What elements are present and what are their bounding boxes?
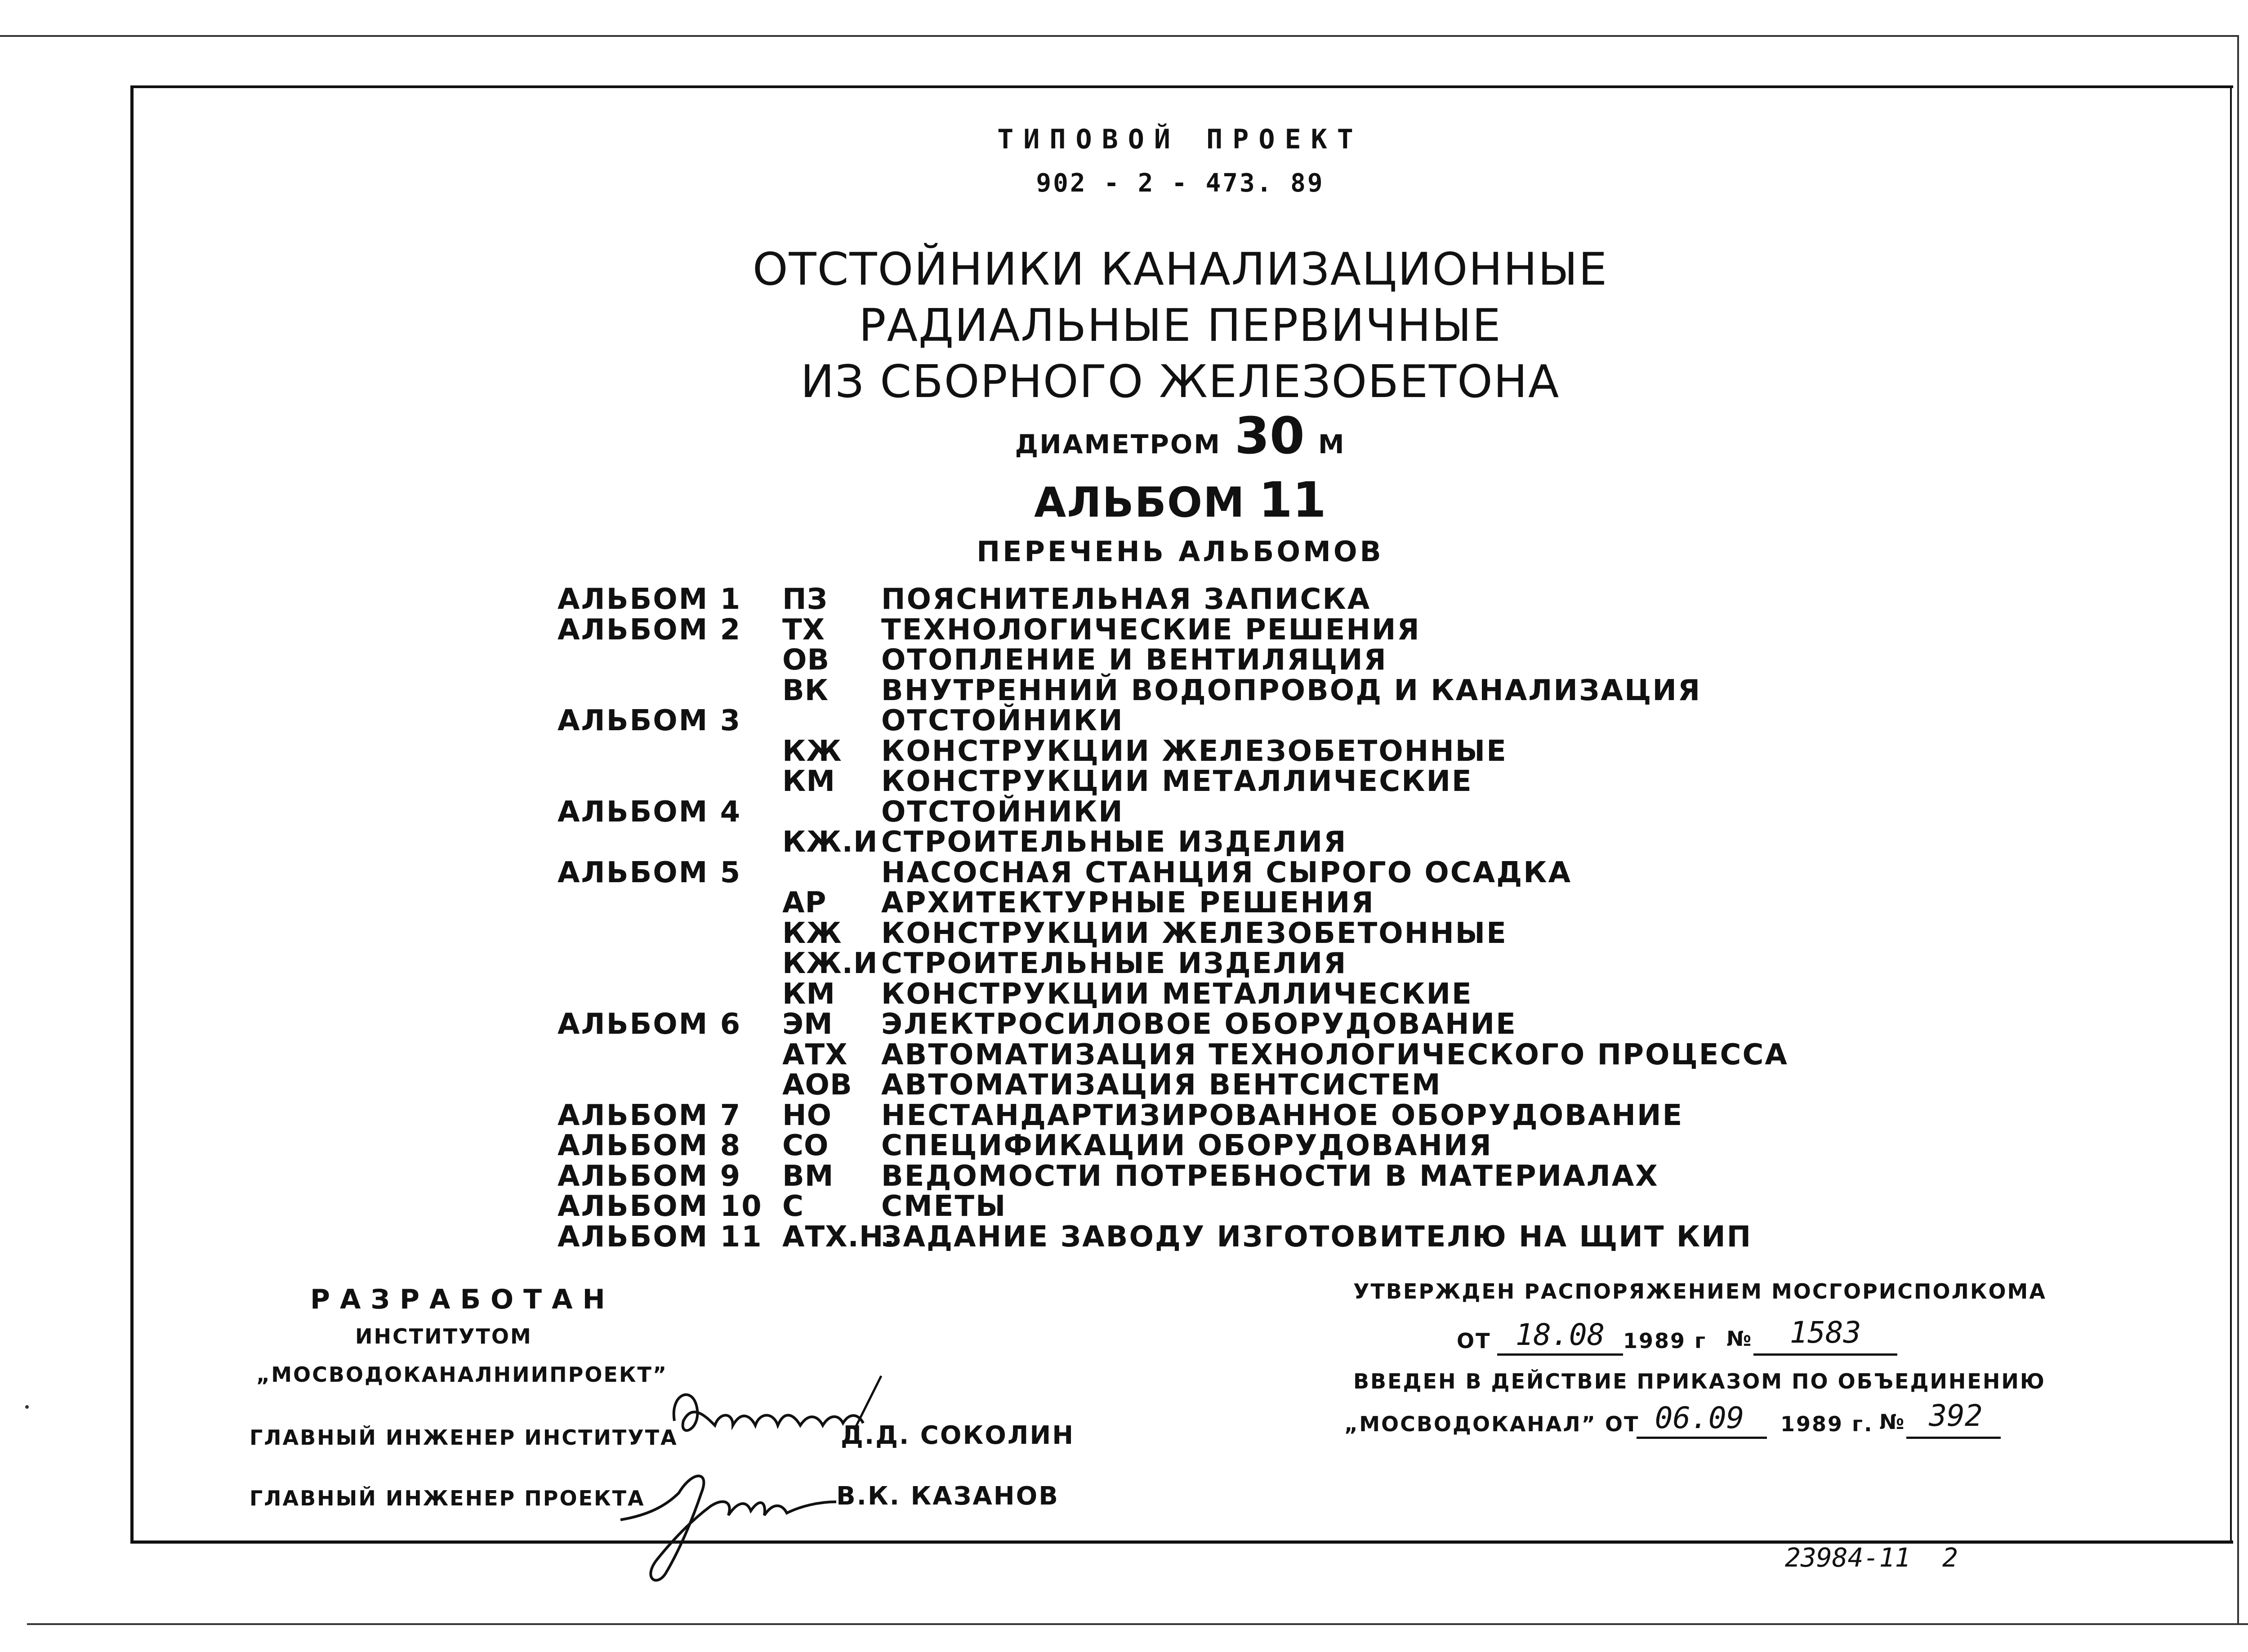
chief-engineer-label: ГЛАВНЫЙ ИНЖЕНЕР ИНСТИТУТА [250, 1425, 678, 1450]
enactment-line: ВВЕДЕН В ДЕЙСТВИЕ ПРИКАЗОМ ПО ОБЪЕДИНЕНИЮ [1353, 1369, 2046, 1393]
enactment-no-label: № [1879, 1410, 1906, 1434]
album-list-row [558, 979, 1906, 1010]
album-list-code: КМ [782, 765, 835, 798]
album-list-row [558, 1192, 1906, 1222]
album-list-code: С [782, 1190, 804, 1223]
enactment-year: 1989 г. [1780, 1412, 1873, 1436]
album-list-row [558, 585, 1906, 615]
project-engineer-label: ГЛАВНЫЙ ИНЖЕНЕР ПРОЕКТА [250, 1486, 645, 1510]
album-number: 11 [1258, 472, 1326, 528]
album-list-row [558, 615, 1906, 646]
album-list-row [558, 1222, 1906, 1253]
album-list-code: АТХ.Н. [782, 1220, 895, 1254]
album-list-album: АЛЬБОМ 11 [558, 1220, 763, 1254]
album-list-code: ОВ [782, 643, 830, 677]
project-engineer-signature [611, 1452, 845, 1587]
album-list-row [558, 1098, 1906, 1132]
album-label: АЛЬБОМ [1034, 478, 1245, 527]
album-list-title: НАСОСНАЯ СТАНЦИЯ СЫРОГО ОСАДКА [881, 856, 1572, 889]
album-list-album: АЛЬБОМ 10 [558, 1190, 763, 1223]
album-list-row [558, 827, 1906, 858]
album-list-code: ВК [782, 674, 829, 707]
album-list-row [558, 1009, 1906, 1040]
album-list-row [558, 645, 1906, 676]
album-list-album: АЛЬБОМ 2 [558, 613, 742, 647]
approval-no-label: № [1726, 1326, 1753, 1351]
album-list-row [558, 916, 1906, 950]
album-list-album: АЛЬБОМ 4 [558, 795, 742, 829]
album-list-row [558, 706, 1906, 737]
album-list-code: ТХ [782, 613, 825, 647]
album-list-row [558, 949, 1906, 979]
album-list-title: КОНСТРУКЦИИ МЕТАЛЛИЧЕСКИЕ [881, 977, 1473, 1011]
album-list-title: СМЕТЫ [881, 1190, 1007, 1223]
album-list-code: КЖ.И [782, 947, 878, 980]
developed-by-title: РАЗРАБОТАН [310, 1284, 615, 1315]
diameter-label: ДИАМЕТРОМ [1015, 429, 1221, 460]
album-list-album: АЛЬБОМ 1 [558, 583, 742, 616]
album-list-title: АРХИТЕКТУРНЫЕ РЕШЕНИЯ [881, 886, 1375, 920]
album-list-row [558, 1070, 1906, 1101]
approval-line-1: УТВЕРЖДЕН РАСПОРЯЖЕНИЕМ МОСГОРИСПОЛКОМА [1353, 1279, 2047, 1304]
album-list-code: АОВ [782, 1068, 852, 1102]
album-list-code: СО [782, 1129, 829, 1162]
approval-number: 1583 [1789, 1315, 1861, 1350]
album-list-album: АЛЬБОМ 9 [558, 1159, 742, 1193]
album-list-row [558, 1161, 1906, 1192]
document-number: 23984-11 [1785, 1542, 1911, 1573]
album-list-row [558, 858, 1906, 889]
approval-year: 1989 г [1623, 1329, 1707, 1353]
enactment-number: 392 [1929, 1398, 1983, 1433]
album-list-album: АЛЬБОМ 7 [558, 1098, 742, 1132]
album-list-code: КМ [782, 977, 835, 1011]
album-list-row [558, 797, 1906, 828]
drawing-frame-right [2230, 85, 2232, 1540]
album-list-row [558, 1040, 1906, 1071]
album-list-title: ОТСТОЙНИКИ [881, 795, 1124, 829]
project-code: 902 - 2 - 473. 89 [1036, 169, 1325, 198]
diameter-line [130, 407, 2230, 465]
album-list-row [558, 767, 1906, 797]
album-list-title: СТРОИТЕЛЬНЫЕ ИЗДЕЛИЯ [881, 947, 1347, 980]
album-list [558, 585, 1906, 1252]
project-engineer-name: В.К. КАЗАНОВ [836, 1482, 1059, 1511]
sheet-edge-top [0, 35, 2237, 37]
album-list-title: КОНСТРУКЦИИ МЕТАЛЛИЧЕСКИЕ [881, 765, 1473, 798]
diameter-unit: М [1318, 429, 1346, 460]
album-list-title: ЭЛЕКТРОСИЛОВОЕ ОБОРУДОВАНИЕ [881, 1008, 1517, 1041]
approval-number-underline [1753, 1353, 1897, 1356]
album-list-title: ПОЯСНИТЕЛЬНАЯ ЗАПИСКА [881, 583, 1371, 616]
album-list-title: СТРОИТЕЛЬНЫЕ ИЗДЕЛИЯ [881, 826, 1347, 859]
scan-speck [25, 1405, 29, 1409]
title-line-1: ОТСТОЙНИКИ КАНАЛИЗАЦИОННЫЕ [752, 243, 1608, 295]
enactment-number-underline [1906, 1437, 2001, 1439]
project-series: ТИПОВОЙ ПРОЕКТ [997, 124, 1363, 155]
album-list-title: ОТОПЛЕНИЕ И ВЕНТИЛЯЦИЯ [881, 643, 1387, 677]
album-list-row [558, 676, 1906, 706]
album-list-code: ПЗ [782, 583, 828, 616]
album-list-title: КОНСТРУКЦИИ ЖЕЛЕЗОБЕТОННЫЕ [881, 916, 1508, 950]
title-line-3: ИЗ СБОРНОГО ЖЕЛЕЗОБЕТОНА [800, 355, 1560, 408]
developed-by-line: ИНСТИТУТОМ [355, 1324, 532, 1348]
enactment-date: 06.09 [1655, 1401, 1744, 1435]
album-list-code: АР [782, 886, 827, 920]
album-list-album: АЛЬБОМ 8 [558, 1129, 742, 1162]
album-list-title: НЕСТАНДАРТИЗИРОВАННОЕ ОБОРУДОВАНИЕ [881, 1098, 1684, 1132]
approval-from-label: ОТ [1457, 1329, 1491, 1353]
album-list-row [558, 888, 1906, 919]
album-list-title: АВТОМАТИЗАЦИЯ ТЕХНОЛОГИЧЕСКОГО ПРОЦЕССА [881, 1038, 1789, 1072]
album-list-code: КЖ.И [782, 826, 878, 859]
album-list-code: КЖ [782, 734, 842, 768]
enactment-date-underline [1637, 1437, 1767, 1439]
album-list-title: ВНУТРЕННИЙ ВОДОПРОВОД И КАНАЛИЗАЦИЯ [881, 674, 1702, 707]
album-list-title: ПЕРЕЧЕНЬ АЛЬБОМОВ [977, 535, 1384, 568]
album-list-row [558, 1131, 1906, 1161]
album-list-code: НО [782, 1098, 832, 1132]
album-list-code: ЭМ [782, 1008, 833, 1041]
album-list-title: СПЕЦИФИКАЦИИ ОБОРУДОВАНИЯ [881, 1129, 1493, 1162]
institute-name: „МОСВОДОКАНАЛНИИПРОЕКТ” [256, 1362, 668, 1387]
album-list-album: АЛЬБОМ 6 [558, 1008, 742, 1041]
sheet-edge-bottom [27, 1623, 2248, 1625]
album-list-code: КЖ [782, 916, 842, 950]
enactment-org: „МОСВОДОКАНАЛ” ОТ [1344, 1412, 1640, 1436]
album-list-title: КОНСТРУКЦИИ ЖЕЛЕЗОБЕТОННЫЕ [881, 734, 1508, 768]
album-list-row [558, 734, 1906, 768]
sheet-edge-right [2237, 35, 2239, 1623]
album-list-title: ТЕХНОЛОГИЧЕСКИЕ РЕШЕНИЯ [881, 613, 1421, 647]
album-list-title: АВТОМАТИЗАЦИЯ ВЕНТСИСТЕМ [881, 1068, 1442, 1102]
title-line-2: РАДИАЛЬНЫЕ ПЕРВИЧНЫЕ [859, 299, 1502, 352]
album-list-album: АЛЬБОМ 5 [558, 856, 742, 889]
approval-date: 18.08 [1515, 1317, 1605, 1352]
album-heading [130, 472, 2230, 528]
album-list-title: ОТСТОЙНИКИ [881, 704, 1124, 737]
album-list-title: ЗАДАНИЕ ЗАВОДУ ИЗГОТОВИТЕЛЮ НА ЩИТ КИП [881, 1220, 1753, 1254]
album-list-code: АТХ [782, 1038, 848, 1072]
sheet-number: 2 [1942, 1542, 1958, 1573]
album-list-album: АЛЬБОМ 3 [558, 704, 742, 737]
album-list-code: ВМ [782, 1159, 834, 1193]
approval-date-underline [1497, 1353, 1623, 1356]
album-list-title: ВЕДОМОСТИ ПОТРЕБНОСТИ В МАТЕРИАЛАХ [881, 1159, 1659, 1193]
chief-engineer-name: Д.Д. СОКОЛИН [841, 1421, 1075, 1450]
diameter-value: 30 [1234, 407, 1305, 465]
